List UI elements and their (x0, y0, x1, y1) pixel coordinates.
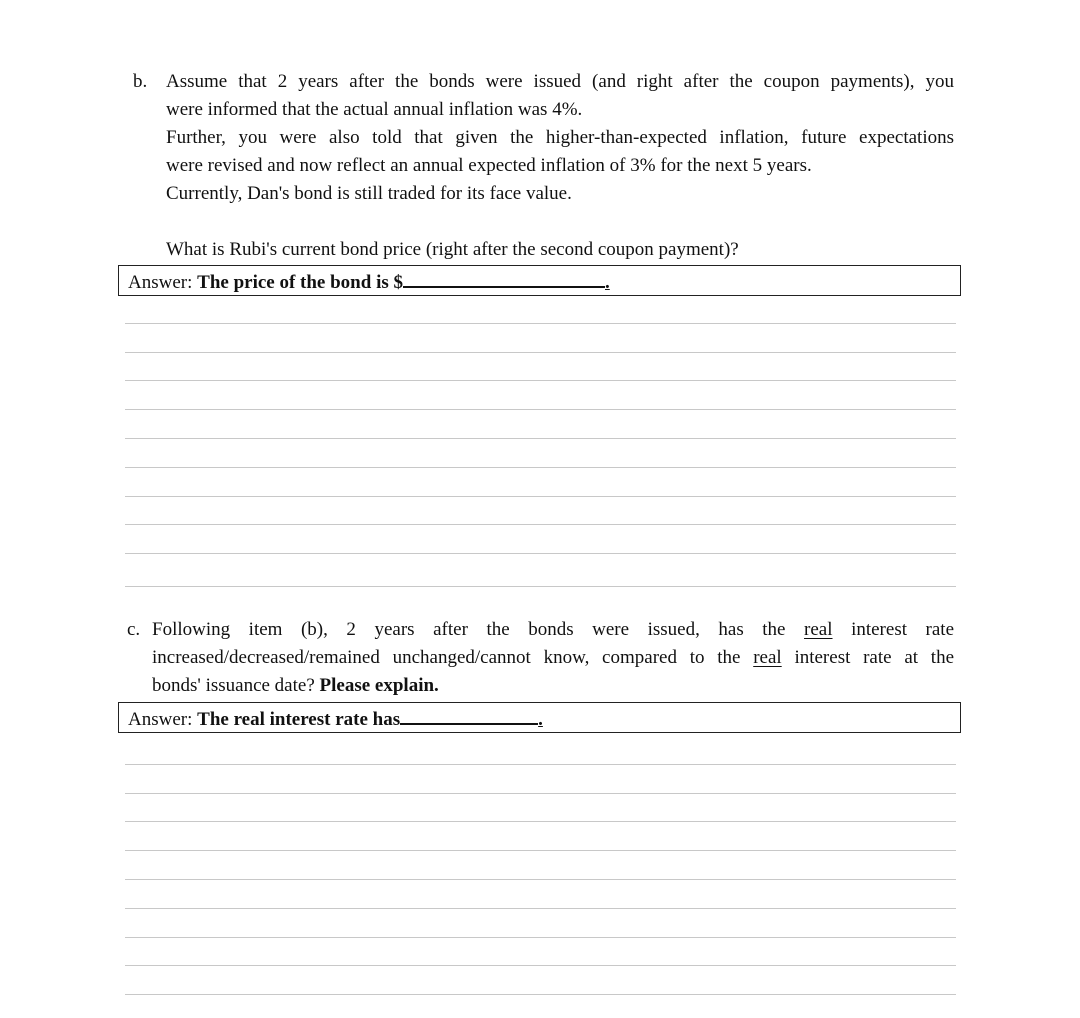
answer-label: Answer: (128, 709, 193, 730)
writing-line (125, 821, 956, 822)
part-c-text (152, 616, 954, 700)
part-b-line: Currently, Dan's bond is still traded for its face value. (166, 183, 572, 204)
answer-prompt: The price of the bond is $ (197, 272, 403, 293)
answer-blank[interactable] (403, 266, 605, 288)
answer-box-b[interactable] (118, 265, 961, 296)
writing-line (125, 764, 956, 765)
writing-line (125, 879, 956, 880)
part-b-marker: b. (133, 71, 148, 92)
writing-line (125, 352, 956, 353)
writing-line (125, 994, 956, 995)
writing-line (125, 496, 956, 497)
part-c-marker: c. (127, 619, 141, 640)
writing-line (125, 323, 956, 324)
emphasis-real: real (804, 619, 833, 640)
part-b-text (166, 68, 954, 208)
answer-period: . (605, 272, 610, 293)
writing-line (125, 524, 956, 525)
part-b-line: Assume that 2 years after the bonds were issued (and right after the coupon payments), you (166, 71, 954, 92)
writing-line (125, 908, 956, 909)
writing-line (125, 850, 956, 851)
part-b-line: Further, you were also told that given the higher-than-expected inflation, future expectations (166, 127, 954, 148)
part-b-question: What is Rubi's current bond price (right after the second coupon payment)? (166, 239, 739, 260)
writing-line (125, 553, 956, 554)
answer-prompt: The real interest rate has (197, 709, 401, 730)
writing-line (125, 965, 956, 966)
writing-line (125, 380, 956, 381)
writing-line (125, 586, 956, 587)
part-b-line: were informed that the actual annual inflation was 4%. (166, 99, 583, 120)
writing-line (125, 937, 956, 938)
writing-line (125, 438, 956, 439)
writing-line (125, 467, 956, 468)
emphasis-real: real (753, 647, 782, 668)
writing-line (125, 793, 956, 794)
writing-line (125, 409, 956, 410)
part-c-line: Following item (b), 2 years after the bonds were issued, has the real interest rate (152, 619, 955, 640)
part-b-line: were revised and now reflect an annual expected inflation of 3% for the next 5 years. (166, 155, 812, 176)
part-c-line: bonds' issuance date? Please explain. (152, 675, 439, 696)
answer-label: Answer: (128, 272, 193, 293)
part-c-line: increased/decreased/remained unchanged/cannot know, compared to the real interest rate at the (152, 647, 954, 668)
answer-blank[interactable] (400, 703, 538, 725)
instruction-bold: Please explain. (319, 675, 439, 696)
answer-period: . (538, 709, 543, 730)
answer-box-c[interactable] (118, 702, 961, 733)
